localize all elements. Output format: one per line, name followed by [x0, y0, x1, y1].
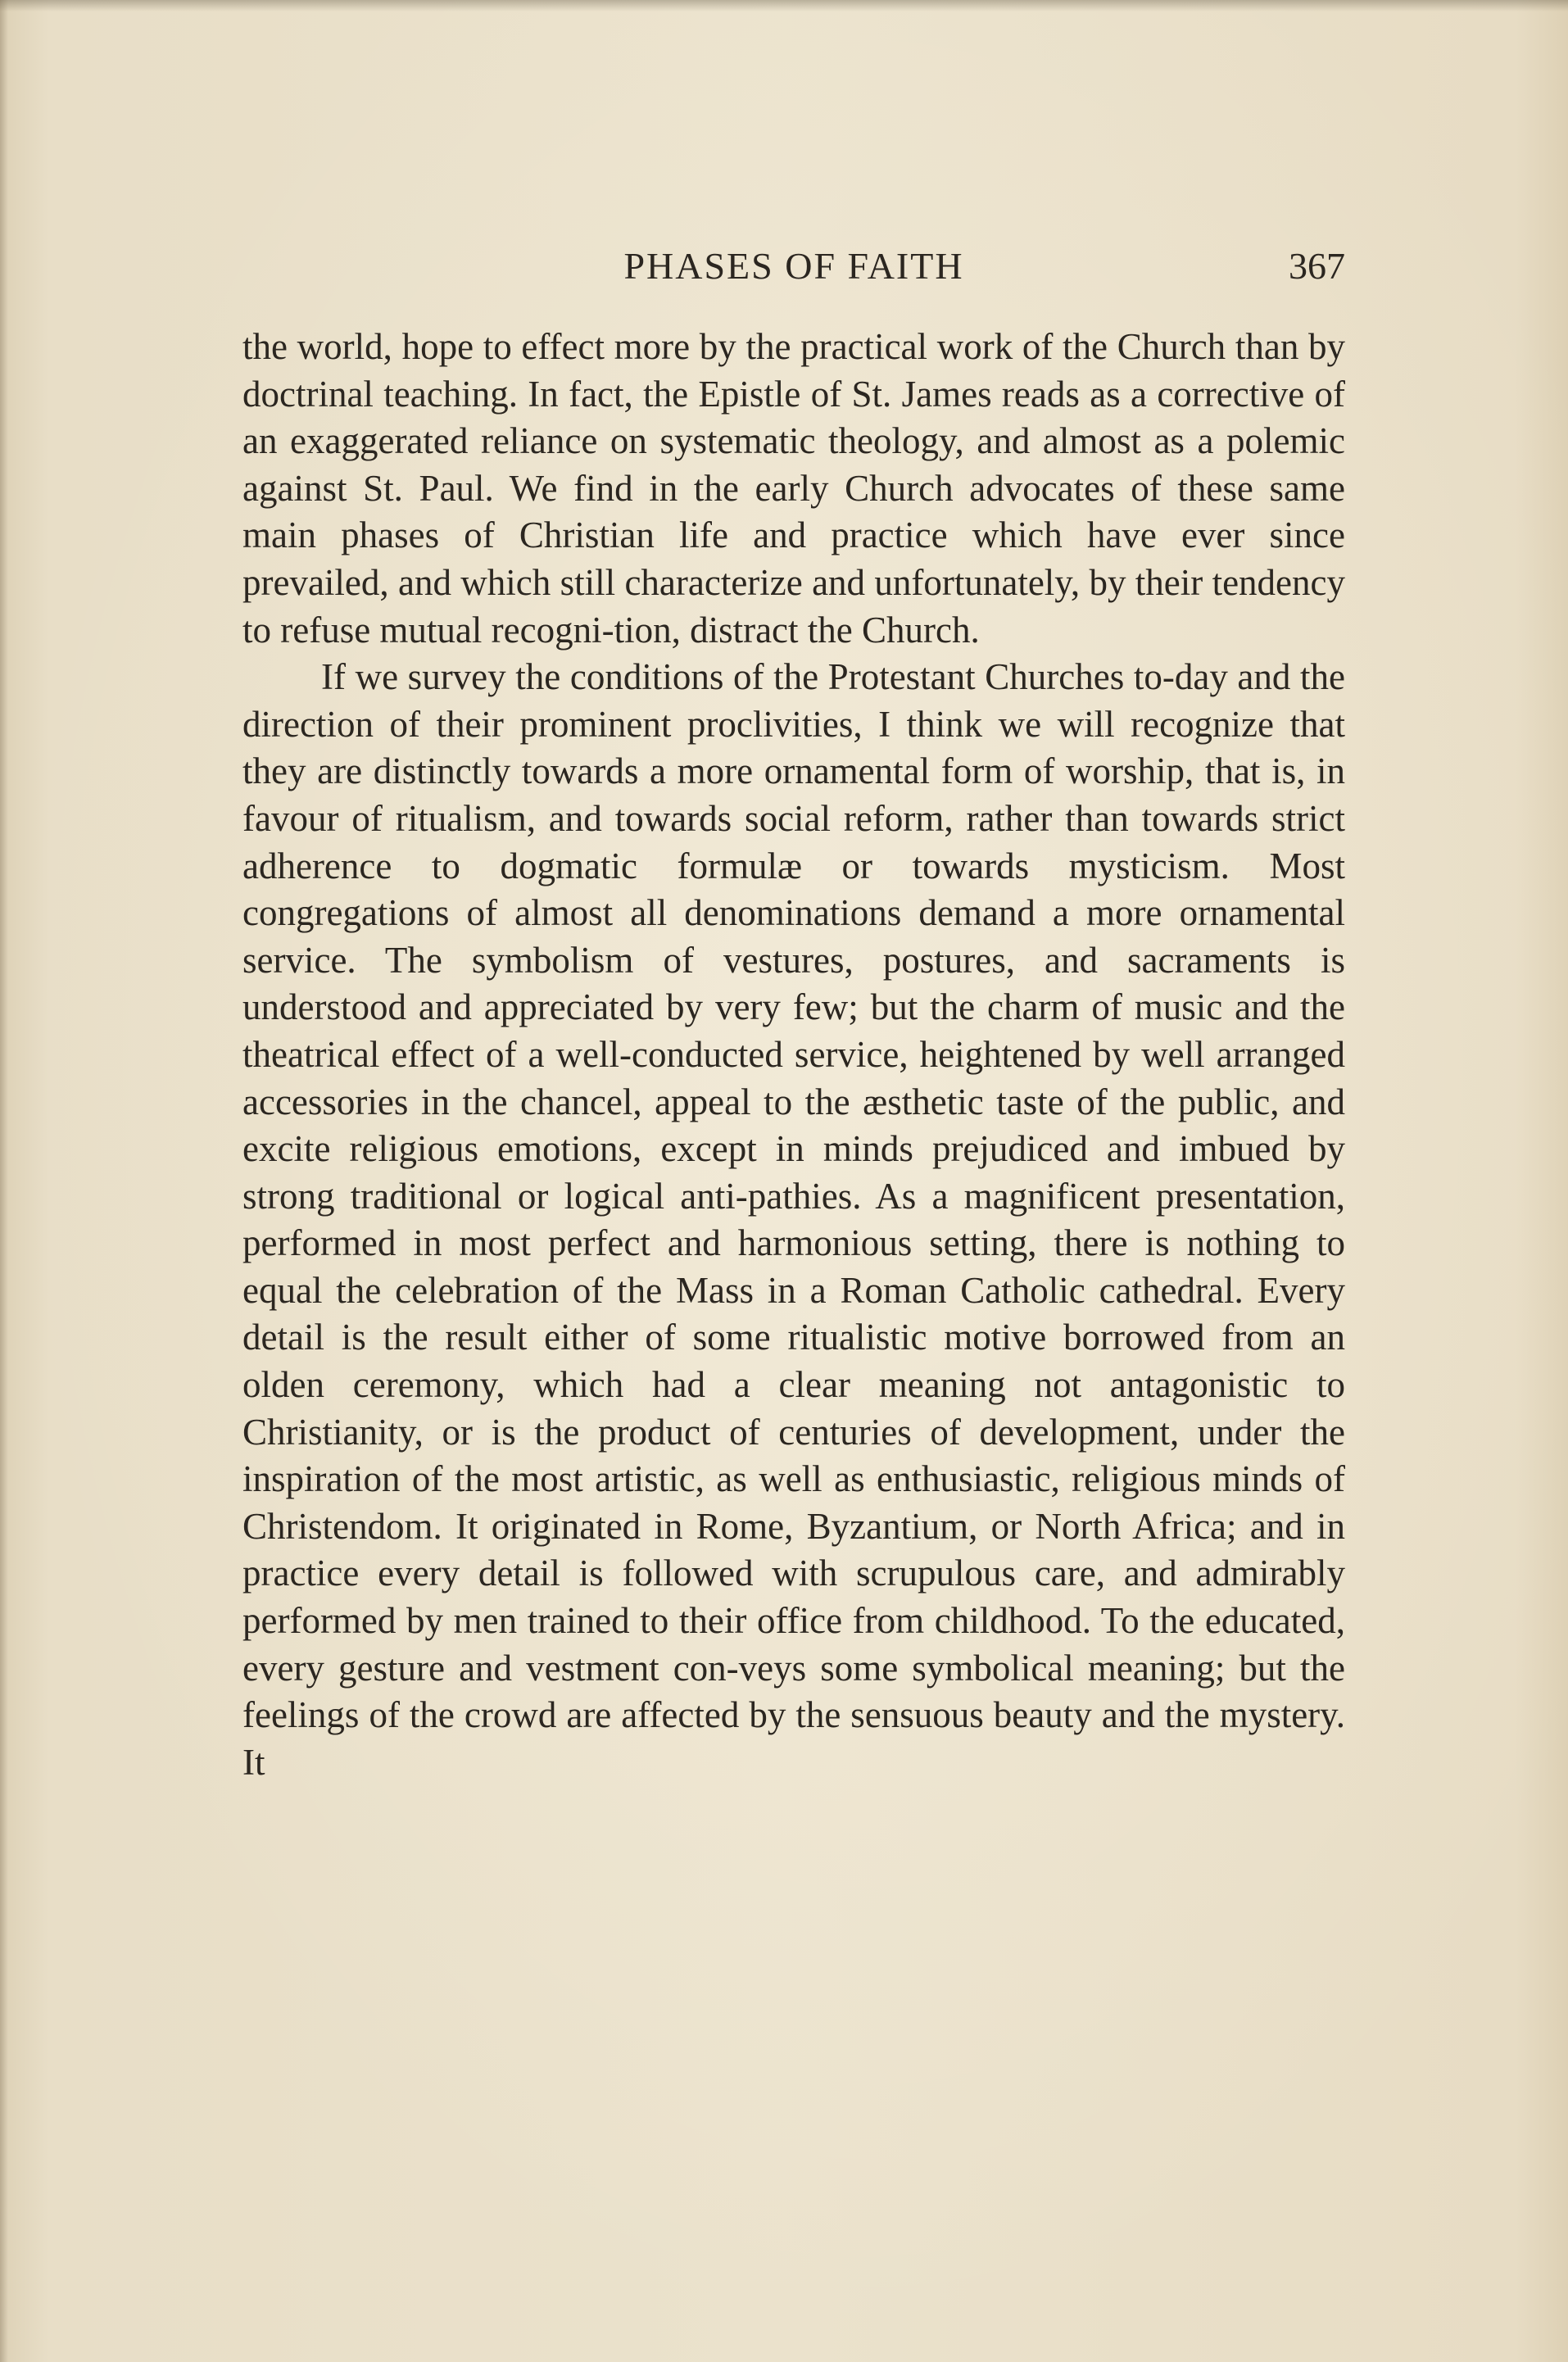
paragraph-continued: the world, hope to effect more by the practical work of the Church than by doctrinal teaching. In fact, the Epistle of St. James reads as a corrective of an exaggerated reliance on systematic theology, and almost as a polemic against St. Paul. We find in the early Church advocates of these same main phases of Christian life and practice which have ever since prevailed, and which still characterize and unfortunately, by their tendency to refuse mutual recogni-tion, distract the Church.	[242, 326, 1345, 651]
paragraph: If we survey the conditions of the Protestant Churches to-day and the direction of their prominent proclivities, I think we will recognize that they are distinctly towards a more ornamental form of worship, that is, in favour of ritualism, and towards social reform, rather than towards strict adherence to dogmatic formulæ or towards mysticism. Most congregations of almost all denominations demand a more ornamental service. The symbolism of vestures, postures, and sacraments is understood and appreciated by very few; but the charm of music and the theatrical effect of a well-conducted service, heightened by well arranged accessories in the chancel, appeal to the æsthetic taste of the public, and excite religious emotions, except in minds prejudiced and imbued by strong traditional or logical anti-pathies. As a magnificent presentation, performed in most perfect and harmonious setting, there is nothing to equal the celebration of the Mass in a Roman Catholic cathedral. Every detail is the result either of some ritualistic motive borrowed from an olden ceremony, which had a clear meaning not antagonistic to Christianity, or is the product of centuries of development, under the inspiration of the most artistic, as well as enthusiastic, religious minds of Christendom. It originated in Rome, Byzantium, or North Africa; and in practice every detail is followed with scrupulous care, and admirably performed by men trained to their office from childhood. To the educated, every gesture and vestment con-veys some symbolical meaning; but the feelings of the crowd are affected by the sensuous beauty and the mystery. It	[242, 656, 1345, 1783]
page-top-shadow	[0, 0, 1568, 11]
page-header	[242, 238, 1345, 295]
page-number: 367	[1289, 245, 1345, 287]
body-text	[242, 324, 1345, 1786]
running-head: PHASES OF FAITH	[623, 245, 964, 287]
page-binding-shadow	[0, 0, 8, 2362]
